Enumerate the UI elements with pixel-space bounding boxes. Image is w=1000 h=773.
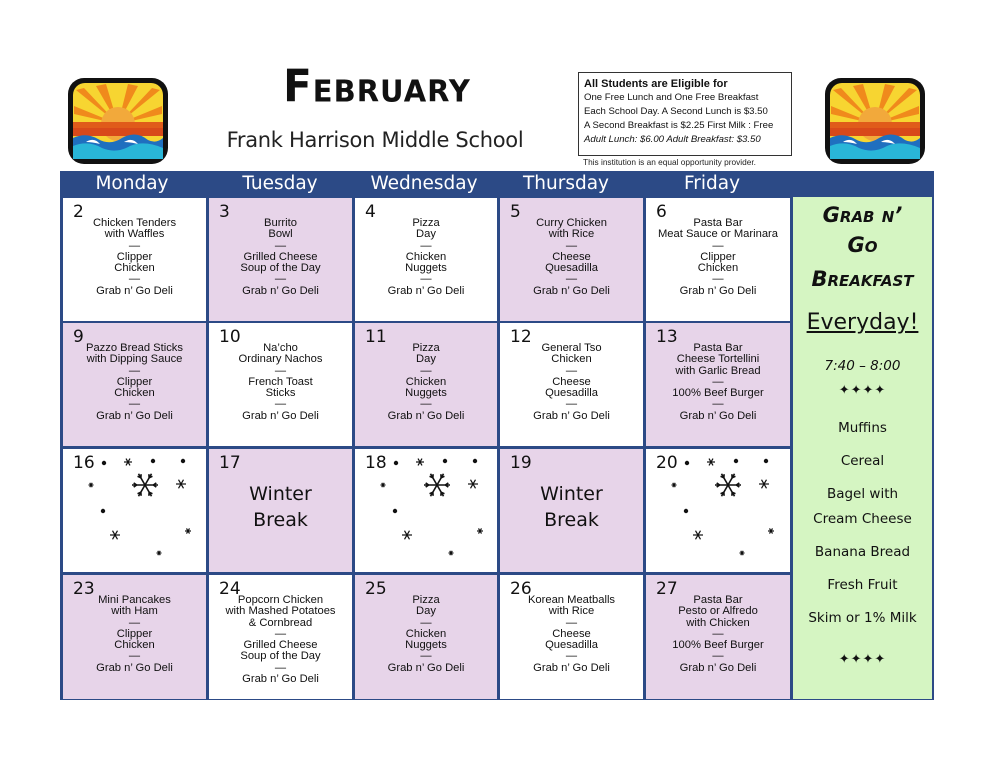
info-line: Adult Lunch: $6.00 Adult Breakfast: $3.50 <box>584 134 761 145</box>
menu-line: Grab n’ Go Deli <box>533 284 610 297</box>
info-line: All Students are Eligible for <box>584 78 728 90</box>
day-cell <box>355 449 497 572</box>
snowflake-icon <box>185 528 191 533</box>
eligibility-box <box>578 72 792 156</box>
menu-items <box>355 595 497 674</box>
date-number: 23 <box>73 579 95 599</box>
date-number: 19 <box>510 453 532 473</box>
sunset-logo-left <box>66 76 170 166</box>
menu-line: with Garlic Bread <box>675 364 761 377</box>
menu-line: — <box>128 616 141 629</box>
menu-line: Na’cho <box>263 342 298 354</box>
date-number: 3 <box>219 202 230 222</box>
day-header-tuesday: Tuesday <box>242 173 318 194</box>
menu-items <box>63 218 206 297</box>
day-cell <box>646 323 790 446</box>
menu-line: Nuggets <box>405 639 447 652</box>
menu-line: Nuggets <box>405 262 447 275</box>
snowflake-icon <box>176 480 186 489</box>
menu-items <box>209 343 352 422</box>
menu-line: — <box>565 239 578 252</box>
menu-items <box>646 595 790 674</box>
snowflake-icon <box>124 459 132 466</box>
menu-line: Clipper <box>116 627 153 640</box>
menu-items <box>646 343 790 422</box>
menu-line: Chicken <box>405 250 447 263</box>
menu-line: Popcorn Chicken <box>237 594 324 606</box>
menu-line: French Toast <box>248 375 313 388</box>
date-number: 26 <box>510 579 532 599</box>
menu-line: Soup of the Day <box>240 650 321 663</box>
menu-line: — <box>712 273 724 286</box>
menu-line: — <box>274 364 287 377</box>
menu-items <box>209 595 352 685</box>
day-cell <box>63 323 206 446</box>
snowflake-icon <box>381 483 386 487</box>
menu-line: Grab n’ Go Deli <box>679 409 757 422</box>
day-cell <box>209 449 352 572</box>
date-number: 4 <box>365 202 376 222</box>
day-cell <box>63 198 206 321</box>
menu-line: Chicken <box>405 375 447 388</box>
date-number: 10 <box>219 327 241 347</box>
menu-line: Grab n’ Go Deli <box>96 409 173 422</box>
menu-items <box>63 595 206 674</box>
menu-items <box>209 218 352 297</box>
menu-line: with Mashed Potatoes <box>225 605 336 618</box>
day-cell <box>63 449 206 572</box>
school-name: Frank Harrison Middle School <box>226 128 524 152</box>
gng-item: Cereal <box>840 453 885 469</box>
snowflake-icon <box>181 459 184 462</box>
menu-line: Cheese Tortellini <box>676 353 760 366</box>
day-cell <box>63 575 206 699</box>
gng-item: Fresh Fruit <box>827 577 898 593</box>
date-number: 25 <box>365 579 387 599</box>
grab-n-go-panel <box>793 197 932 699</box>
snowflake-icon <box>715 474 741 497</box>
menu-line: — <box>128 239 141 252</box>
menu-line: with Chicken <box>686 616 750 629</box>
winter-break-line: Winter <box>249 483 312 505</box>
snowflake-icon <box>132 474 158 497</box>
date-number: 2 <box>73 202 84 222</box>
menu-line: — <box>565 616 578 629</box>
menu-line: Day <box>416 228 436 241</box>
menu-items <box>63 343 206 422</box>
info-line: One Free Lunch and One Free Breakfast <box>584 92 759 103</box>
snowflake-icon <box>443 459 446 462</box>
menu-line: — <box>420 364 432 377</box>
menu-line: — <box>128 398 141 411</box>
menu-line: with Ham <box>111 605 158 618</box>
gng-title-line: Breakfast <box>811 267 914 291</box>
snowflake-icon <box>707 459 715 466</box>
menu-line: Cheese <box>552 627 591 640</box>
menu-items <box>646 218 790 297</box>
menu-line: Soup of the Day <box>240 262 321 275</box>
menu-line: — <box>712 627 724 640</box>
day-cell <box>355 323 497 446</box>
snowflake-icon <box>102 461 105 464</box>
menu-line: — <box>420 616 432 629</box>
month-title: February <box>283 60 471 113</box>
winter-break-label <box>500 481 643 533</box>
day-cell <box>500 198 643 321</box>
date-number: 16 <box>73 453 95 473</box>
menu-line: Quesadilla <box>545 262 598 275</box>
menu-line: Day <box>416 353 436 366</box>
snowflake-icon <box>685 461 688 464</box>
menu-line: — <box>274 273 287 286</box>
date-number: 27 <box>656 579 678 599</box>
menu-items <box>355 343 497 422</box>
menu-line: Grab n’ Go Deli <box>387 284 465 297</box>
stars-decoration: ✦✦✦✦ <box>838 652 887 667</box>
day-cell <box>500 449 643 572</box>
snowflake-icon <box>157 551 162 555</box>
menu-line: Pizza <box>412 342 440 354</box>
menu-line: Pasta Bar <box>693 217 743 229</box>
snowflake-icon <box>402 531 412 540</box>
menu-line: — <box>712 375 724 388</box>
menu-line: — <box>274 661 287 674</box>
menu-line: Grab n’ Go Deli <box>242 673 319 686</box>
menu-line: Chicken Tenders <box>92 217 177 229</box>
menu-line: with Dipping Sauce <box>86 353 183 366</box>
day-cell <box>209 198 352 321</box>
menu-line: Korean Meatballs <box>527 594 616 606</box>
snowflake-icon <box>734 459 737 462</box>
menu-line: Burrito <box>264 217 297 229</box>
snowflake-icon <box>684 509 687 512</box>
gng-title-line: Grab n’ <box>822 203 903 227</box>
info-line: A Second Breakfast is $2.25 First Milk : Free <box>584 120 774 131</box>
menu-line: Clipper <box>116 375 153 388</box>
snowflake-icon <box>89 483 94 487</box>
date-number: 24 <box>219 579 241 599</box>
menu-line: Sticks <box>265 387 296 400</box>
date-number: 9 <box>73 327 84 347</box>
date-number: 5 <box>510 202 521 222</box>
snowflake-icon <box>394 461 397 464</box>
menu-line: 100% Beef Burger <box>672 387 764 400</box>
menu-line: — <box>128 273 141 286</box>
snowflake-icon <box>416 459 424 466</box>
day-header-wednesday: Wednesday <box>370 173 478 194</box>
menu-line: — <box>712 650 724 663</box>
snowflake-icon <box>693 531 703 540</box>
menu-line: — <box>712 239 724 252</box>
menu-line: — <box>274 398 287 411</box>
menu-line: Grab n’ Go Deli <box>387 661 465 674</box>
snowflake-icon <box>672 483 677 487</box>
menu-line: — <box>274 627 287 640</box>
gng-time: 7:40 – 8:00 <box>824 358 901 374</box>
menu-line: Chicken <box>405 627 447 640</box>
day-cell <box>646 198 790 321</box>
menu-line: — <box>565 273 578 286</box>
gng-item: Banana Bread <box>814 544 911 560</box>
menu-line: with Rice <box>548 605 595 618</box>
date-number: 20 <box>656 453 678 473</box>
gng-item: Cream Cheese <box>813 511 912 527</box>
snowflake-icon <box>393 509 396 512</box>
menu-line: Bowl <box>268 228 293 241</box>
day-header-friday: Friday <box>683 173 741 194</box>
menu-line: Day <box>416 605 436 618</box>
menu-line: Chicken <box>697 262 739 275</box>
snowflake-icon <box>468 480 478 489</box>
menu-line: Curry Chicken <box>536 217 607 229</box>
day-cell <box>209 323 352 446</box>
snowflake-icon <box>424 474 450 497</box>
menu-line: Pizza <box>412 217 440 229</box>
day-cell <box>355 575 497 699</box>
menu-line: Chicken <box>114 639 155 652</box>
menu-line: Pazzo Bread Sticks <box>85 342 183 354</box>
menu-line: with Waffles <box>104 228 165 241</box>
menu-line: Pasta Bar <box>693 342 743 354</box>
menu-line: Quesadilla <box>545 639 598 652</box>
day-cell <box>646 575 790 699</box>
menu-line: Grilled Cheese <box>243 250 318 263</box>
menu-line: Grab n’ Go Deli <box>533 409 610 422</box>
provider-statement: This institution is an equal opportunity provider. <box>583 157 756 167</box>
gng-item: Muffins <box>838 420 887 436</box>
menu-line: Clipper <box>700 250 736 263</box>
gng-item: Skim or 1% Milk <box>808 610 917 626</box>
menu-line: — <box>128 650 141 663</box>
gng-title-line: Go <box>847 233 878 257</box>
menu-line: Grab n’ Go Deli <box>679 284 757 297</box>
menu-line: — <box>420 398 432 411</box>
menu-line: Grab n’ Go Deli <box>679 661 757 674</box>
gng-item: Bagel with <box>826 486 899 502</box>
winter-break-label <box>209 481 352 533</box>
day-cell <box>355 198 497 321</box>
menu-line: Ordinary Nachos <box>238 353 323 366</box>
menu-line: Meat Sauce or Marinara <box>657 228 778 241</box>
menu-line: Pasta Bar <box>693 594 743 606</box>
menu-line: Pesto or Alfredo <box>678 605 758 618</box>
day-header-monday: Monday <box>95 173 169 194</box>
menu-line: Grab n’ Go Deli <box>96 284 173 297</box>
menu-items <box>500 595 643 674</box>
date-number: 11 <box>365 327 387 347</box>
menu-line: & Cornbread <box>248 616 313 629</box>
menu-items <box>500 343 643 422</box>
date-number: 12 <box>510 327 532 347</box>
menu-line: — <box>565 398 578 411</box>
date-number: 6 <box>656 202 667 222</box>
snowflake-icon <box>151 459 154 462</box>
menu-line: — <box>420 273 432 286</box>
winter-break-line: Winter <box>540 483 603 505</box>
menu-line: — <box>420 650 432 663</box>
menu-line: Pizza <box>412 594 440 606</box>
snowflake-icon <box>101 509 104 512</box>
snowflake-icon <box>110 531 120 540</box>
snowflake-icon <box>759 480 769 489</box>
info-line: Each School Day. A Second Lunch is $3.50 <box>584 106 768 117</box>
menu-line: General Tso <box>541 342 602 354</box>
menu-items <box>355 218 497 297</box>
menu-line: Cheese <box>552 250 591 263</box>
menu-line: — <box>565 650 578 663</box>
snowflake-icon <box>740 551 745 555</box>
menu-line: — <box>712 398 724 411</box>
day-cell <box>646 449 790 572</box>
day-cell <box>500 323 643 446</box>
snowflake-icon <box>768 528 774 533</box>
menu-line: Quesadilla <box>545 387 598 400</box>
menu-line: — <box>128 364 141 377</box>
day-header-thursday: Thursday <box>522 173 610 194</box>
menu-line: with Rice <box>548 228 595 241</box>
stars-decoration: ✦✦✦✦ <box>838 383 887 398</box>
menu-line: Grab n’ Go Deli <box>387 409 465 422</box>
menu-line: Nuggets <box>405 387 447 400</box>
menu-line: Chicken <box>114 262 155 275</box>
menu-line: Clipper <box>116 250 153 263</box>
snowflake-icon <box>764 459 767 462</box>
date-number: 18 <box>365 453 387 473</box>
winter-break-line: Break <box>253 509 308 531</box>
menu-line: — <box>274 239 287 252</box>
menu-line: 100% Beef Burger <box>672 639 764 652</box>
sunset-logo-right <box>823 76 927 166</box>
gng-everyday: Everyday! <box>806 310 919 335</box>
menu-items <box>500 218 643 297</box>
menu-line: Grilled Cheese <box>243 639 318 652</box>
menu-line: Chicken <box>114 387 155 400</box>
snowflake-icon <box>477 528 483 533</box>
winter-break-line: Break <box>544 509 599 531</box>
snowflake-icon <box>449 551 454 555</box>
menu-line: Grab n’ Go Deli <box>533 661 610 674</box>
menu-line: Grab n’ Go Deli <box>96 661 173 674</box>
date-number: 17 <box>219 453 241 473</box>
day-cell <box>209 575 352 699</box>
menu-line: — <box>565 364 578 377</box>
menu-line: Cheese <box>552 375 591 388</box>
date-number: 13 <box>656 327 678 347</box>
menu-line: Grab n’ Go Deli <box>242 409 319 422</box>
menu-line: Chicken <box>551 353 592 366</box>
menu-line: Mini Pancakes <box>98 594 171 606</box>
day-cell <box>500 575 643 699</box>
menu-line: Grab n’ Go Deli <box>242 284 319 297</box>
menu-line: — <box>420 239 432 252</box>
snowflake-icon <box>473 459 476 462</box>
